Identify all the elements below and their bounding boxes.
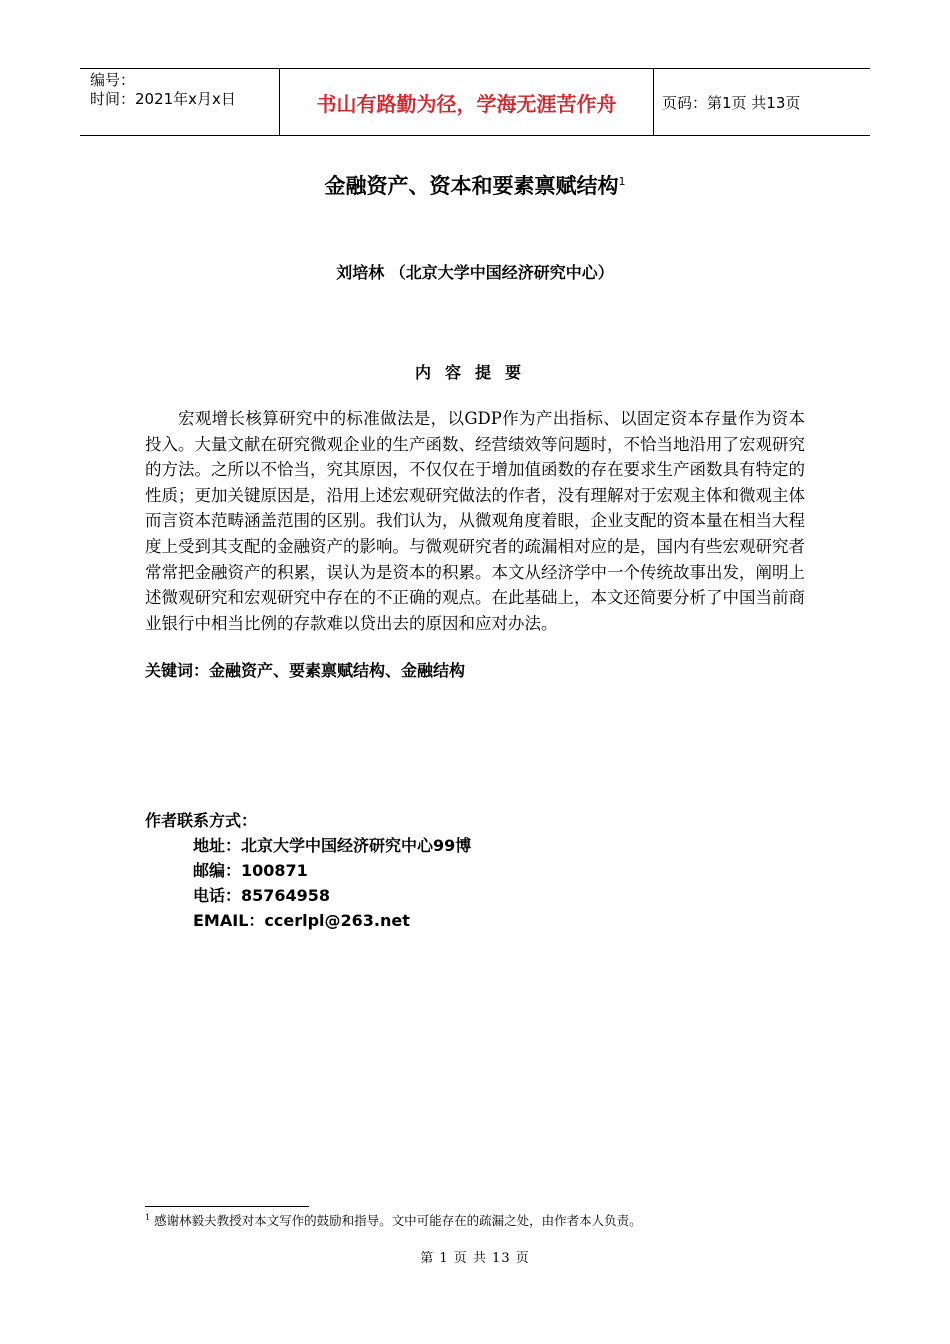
contact-details — [193, 833, 471, 933]
document-header — [80, 68, 870, 136]
footnote-divider — [145, 1206, 309, 1207]
date-label: 时间：2021年x月x日 — [90, 90, 236, 108]
author-line: 刘培林 （北京大学中国经济研究中心） — [336, 263, 614, 282]
contact-address: 地址：北京大学中国经济研究中心99博 — [193, 836, 472, 855]
page-number-footer: 第 1 页 共 13 页 — [420, 1251, 530, 1266]
contact-phone: 电话：85764958 — [193, 886, 331, 905]
contact-postcode: 邮编：100871 — [193, 861, 308, 880]
header-motto: 书山有路勤为径，学海无涯苦作舟 — [280, 69, 654, 135]
footnote-text: 感谢林毅夫教授对本文写作的鼓励和指导。文中可能存在的疏漏之处，由作者本人负责。 — [154, 1213, 642, 1228]
paper-title-text: 金融资产、资本和要素禀赋结构 — [324, 174, 619, 198]
abstract-heading: 内容提要 — [414, 363, 535, 382]
paper-title — [0, 170, 950, 200]
contact-heading: 作者联系方式： — [145, 811, 258, 830]
footnote — [145, 1211, 642, 1229]
header-page-info: 页码：第1页 共13页 — [662, 93, 801, 112]
header-meta-cell — [80, 69, 280, 135]
serial-number-label: 编号： — [90, 71, 136, 89]
footnote-mark: 1 — [145, 1212, 151, 1222]
abstract-body: 宏观增长核算研究中的标准做法是，以GDP作为产出指标、以固定资本存量作为资本投入。大量文献在研究微观企业的生产函数、经营绩效等问题时，不恰当地沿用了宏观研究的方法。之所以不恰当，究其原因，不仅仅在于增加值函数的存在要求生产函数具有特定的性质；更加关键原因是，沿用上述宏观研究做法的作者，没有理解对于宏观主体和微观主体而言资本范畴涵盖范围的区别。我们认为，从微观角度着眼，企业支配的资本量在相当大程度上受到其支配的金融资产的影响。与微观研究者的疏漏相对应的是，国内有些宏观研究者常常把金融资产的积累，误认为是资本的积累。本文从经济学中一个传统故事出发，阐明上述微观研究和宏观研究中存在的不正确的观点。在此基础上，本文还简要分析了中国当前商业银行中相当比例的存款难以贷出去的原因和应对办法。 — [145, 409, 805, 633]
title-footnote-mark: 1 — [618, 175, 626, 188]
contact-email: EMAIL：ccerlpl@263.net — [193, 911, 410, 930]
keywords: 关键词：金融资产、要素禀赋结构、金融结构 — [145, 661, 466, 680]
